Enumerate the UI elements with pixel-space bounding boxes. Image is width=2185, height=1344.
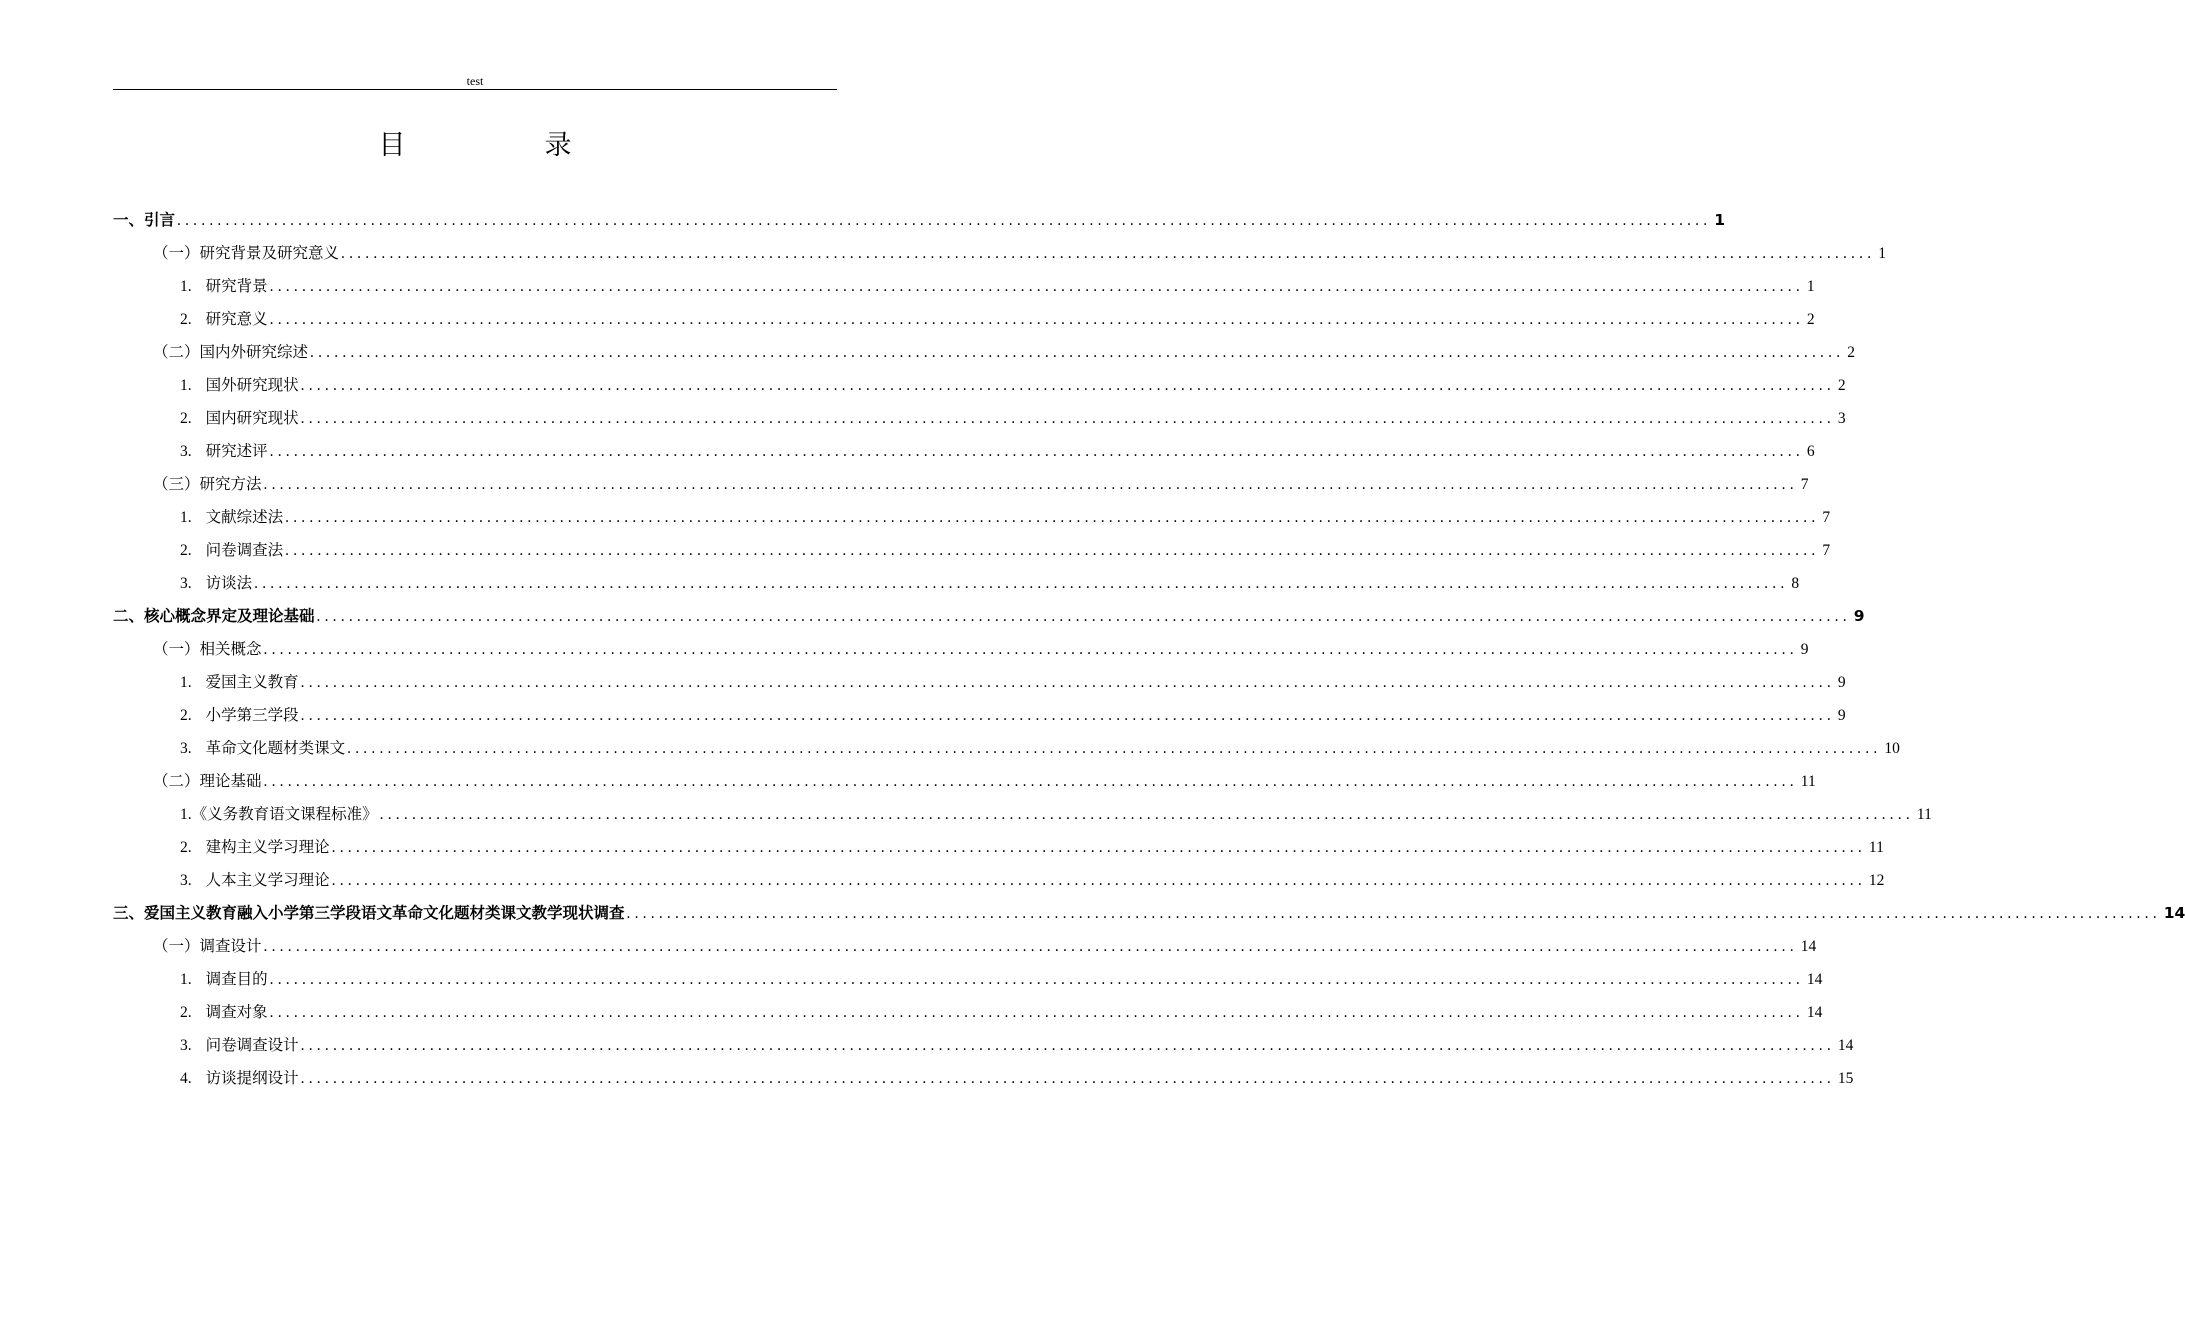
toc-entry-label [180,732,345,765]
toc-page-number: 6 [1806,443,1815,460]
toc-entry-text: 国外研究现状 [205,376,299,394]
table-of-contents [113,204,2185,1095]
toc-page-number: 11 [1916,806,1932,823]
toc-page-number: 1 [1806,278,1815,295]
toc-entry-number: 2. [180,542,192,559]
toc-entry-text: 《义务教育语文课程标准》 [191,805,378,823]
toc-entry[interactable] [113,831,1884,864]
toc-dot-leader: .............................................................................................................................................................................................. [269,443,1804,460]
toc-page-number: 3 [1837,410,1846,427]
toc-dot-leader: .............................................................................................................................................................................................. [300,707,1835,724]
toc-entry-number: 1. [180,806,192,823]
toc-dot-leader: .............................................................................................................................................................................................. [300,410,1835,427]
toc-dot-leader: .............................................................................................................................................................................................. [626,905,2161,922]
toc-entry-text: 建构主义学习理论 [205,838,330,856]
toc-entry[interactable] [113,930,1817,963]
toc-page-number: 11 [1868,839,1884,856]
toc-entry-text: 国内研究现状 [205,409,299,427]
toc-entry-number: 1. [180,377,192,394]
toc-page-number: 9 [1837,674,1846,691]
toc-dot-leader: .............................................................................................................................................................................................. [263,938,1798,955]
toc-page-number: 11 [1800,773,1816,790]
toc-entry[interactable] [113,1029,1854,1062]
toc-dot-leader: .............................................................................................................................................................................................. [254,575,1789,592]
toc-entry-number: 3. [180,443,192,460]
toc-entry-label [180,567,252,600]
toc-page-number: 9 [1837,707,1846,724]
toc-entry[interactable] [113,534,1831,567]
toc-dot-leader: .............................................................................................................................................................................................. [379,806,1914,823]
toc-entry-label [180,666,299,699]
toc-dot-leader: .............................................................................................................................................................................................. [177,212,1712,229]
toc-entry-text: 访谈法 [205,574,253,592]
toc-entry-label [180,303,268,336]
toc-entry-label [153,237,339,270]
toc-entry[interactable] [113,798,1932,831]
toc-entry-number: 3. [180,575,192,592]
toc-dot-leader: .............................................................................................................................................................................................. [269,278,1804,295]
toc-entry-label [180,798,378,831]
toc-dot-leader: .............................................................................................................................................................................................. [300,674,1835,691]
toc-entry-label [113,204,175,237]
toc-dot-leader: .............................................................................................................................................................................................. [285,542,1820,559]
toc-entry-number: 4. [180,1070,192,1087]
toc-entry-number: 3. [180,1037,192,1054]
toc-entry-text: 访谈提纲设计 [205,1069,299,1087]
toc-entry-number: 1. [180,509,192,526]
toc-page-number: 15 [1837,1070,1854,1087]
toc-entry-text: 人本主义学习理论 [205,871,330,889]
toc-dot-leader: .............................................................................................................................................................................................. [269,311,1804,328]
toc-page-number: 9 [1853,607,1865,625]
toc-page-number: 14 [1806,971,1823,988]
toc-page-number: 7 [1822,509,1831,526]
toc-dot-leader: .............................................................................................................................................................................................. [331,839,1866,856]
toc-page-number: 8 [1791,575,1800,592]
toc-entry[interactable] [113,336,1856,369]
toc-entry-text: 研究背景 [205,277,268,295]
toc-entry[interactable] [113,468,1809,501]
toc-page-number: 1 [1714,211,1726,229]
toc-entry-number: 2. [180,410,192,427]
toc-entry-text: 一、引言 [113,211,176,229]
toc-entry[interactable] [113,567,1800,600]
toc-entry-label [180,1062,299,1095]
toc-entry-label [153,765,262,798]
toc-entry-label [113,600,315,633]
toc-entry-number: 1. [180,971,192,988]
toc-entry-label [180,501,283,534]
toc-entry-text: （一）研究背景及研究意义 [153,244,340,262]
toc-entry-number: 2. [180,707,192,724]
toc-entry[interactable] [113,237,1887,270]
toc-entry[interactable] [113,270,1815,303]
toc-dot-leader: .............................................................................................................................................................................................. [263,476,1798,493]
toc-entry-label [153,633,262,666]
toc-entry[interactable] [113,996,1823,1029]
toc-dot-leader: .............................................................................................................................................................................................. [331,872,1866,889]
toc-entry[interactable] [113,600,1865,633]
toc-entry[interactable] [113,402,1846,435]
toc-entry-label [180,534,283,567]
toc-entry-label [180,831,330,864]
page-header [113,74,837,90]
toc-entry[interactable] [113,501,1831,534]
toc-entry[interactable] [113,765,1816,798]
toc-page-number: 7 [1822,542,1831,559]
toc-entry[interactable] [113,963,1823,996]
toc-entry-text: （一）调查设计 [153,937,262,955]
toc-page-number: 14 [2163,904,2185,922]
toc-dot-leader: .............................................................................................................................................................................................. [300,1037,1835,1054]
toc-entry[interactable] [113,1062,1854,1095]
toc-dot-leader: .............................................................................................................................................................................................. [300,1070,1835,1087]
toc-entry-text: 研究意义 [205,310,268,328]
toc-entry-number: 3. [180,872,192,889]
toc-entry[interactable] [113,369,1846,402]
toc-dot-leader: .............................................................................................................................................................................................. [269,1004,1804,1021]
toc-entry[interactable] [113,204,1726,237]
toc-page-number: 2 [1837,377,1846,394]
toc-dot-leader: .............................................................................................................................................................................................. [285,509,1820,526]
toc-entry-number: 2. [180,311,192,328]
toc-entry-number: 2. [180,1004,192,1021]
toc-entry-text: （二）国内外研究综述 [153,343,309,361]
toc-entry-text: 文献综述法 [205,508,284,526]
toc-entry-label [153,468,262,501]
toc-page-number: 12 [1868,872,1885,889]
toc-entry-text: 问卷调查设计 [205,1036,299,1054]
toc-entry-label [180,435,268,468]
toc-entry[interactable] [113,303,1815,336]
toc-entry-text: 爱国主义教育 [205,673,299,691]
toc-entry-text: 调查目的 [205,970,268,988]
toc-entry-label [153,336,308,369]
toc-dot-leader: .............................................................................................................................................................................................. [347,740,1882,757]
toc-entry-label [180,369,299,402]
toc-entry-number: 2. [180,839,192,856]
toc-entry-label [153,930,262,963]
toc-entry-text: （三）研究方法 [153,475,262,493]
toc-entry-text: 三、爱国主义教育融入小学第三学段语文革命文化题材类课文教学现状调查 [113,904,625,922]
toc-entry-label [180,699,299,732]
toc-entry-label [180,1029,299,1062]
toc-dot-leader: .............................................................................................................................................................................................. [269,971,1804,988]
toc-entry[interactable] [113,666,1846,699]
toc-page-number: 14 [1806,1004,1823,1021]
toc-entry-text: 调查对象 [205,1003,268,1021]
toc-entry-text: 革命文化题材类课文 [205,739,346,757]
toc-entry-text: （一）相关概念 [153,640,262,658]
toc-entry[interactable] [113,633,1809,666]
toc-entry-text: 二、核心概念界定及理论基础 [113,607,315,625]
toc-entry[interactable] [113,864,1885,897]
toc-entry-label [113,897,625,930]
toc-entry-label [180,402,299,435]
toc-page-number: 14 [1800,938,1817,955]
toc-page-number: 2 [1806,311,1815,328]
header-text: test [466,74,484,88]
toc-entry[interactable] [113,699,1846,732]
toc-page-number: 14 [1837,1037,1854,1054]
toc-entry-label [180,270,268,303]
toc-entry-text: （二）理论基础 [153,772,262,790]
toc-entry[interactable] [113,435,1815,468]
toc-entry-label [180,996,268,1029]
toc-entry-label [180,963,268,996]
toc-entry-text: 问卷调查法 [205,541,284,559]
toc-dot-leader: .............................................................................................................................................................................................. [316,608,1851,625]
toc-entry-text: 小学第三学段 [205,706,299,724]
page-title: 目 录 [378,130,628,161]
toc-dot-leader: .............................................................................................................................................................................................. [341,245,1876,262]
toc-dot-leader: .............................................................................................................................................................................................. [263,773,1798,790]
toc-dot-leader: .............................................................................................................................................................................................. [263,641,1798,658]
toc-entry-number: 3. [180,740,192,757]
toc-page-number: 10 [1884,740,1900,757]
toc-page-number: 1 [1878,245,1887,262]
toc-page-number: 2 [1847,344,1856,361]
toc-page-number: 7 [1800,476,1809,493]
toc-page-number: 9 [1800,641,1809,658]
toc-entry[interactable] [113,732,1900,765]
toc-entry-label [180,864,330,897]
toc-dot-leader: .............................................................................................................................................................................................. [300,377,1835,394]
toc-entry-text: 研究述评 [205,442,268,460]
toc-entry[interactable] [113,897,2185,930]
toc-dot-leader: .............................................................................................................................................................................................. [310,344,1845,361]
toc-entry-number: 1. [180,278,192,295]
toc-entry-number: 1. [180,674,192,691]
